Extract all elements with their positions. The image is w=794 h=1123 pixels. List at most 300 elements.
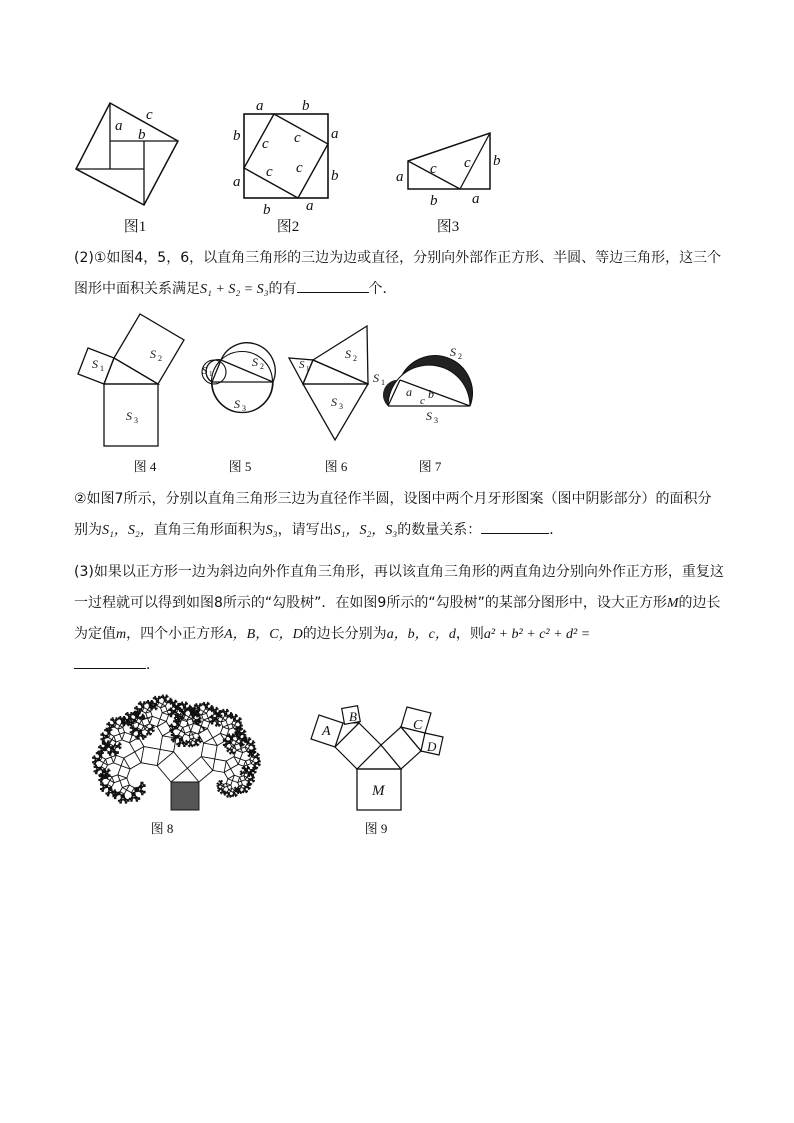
tree-branch-square: [136, 708, 139, 711]
tree-branch-square: [219, 726, 220, 727]
fig3-label-c2: c: [464, 155, 471, 171]
fig6-s1-sub: 1: [306, 365, 310, 373]
tree-branch-square: [157, 721, 171, 735]
q2-part1-tail: 的有: [268, 281, 297, 297]
tree-branch-square: [224, 793, 225, 794]
tree-branch-square: [190, 707, 191, 708]
tree-branch-square: [222, 781, 223, 782]
tree-branch-square: [195, 719, 196, 720]
tree-branch-square: [120, 798, 123, 801]
tree-branch-square: [254, 742, 255, 743]
q2-part2-ask: ，请写出: [277, 522, 334, 538]
tree-branch-square: [120, 744, 121, 745]
tree-branch-square: [197, 745, 198, 746]
tree-branch-square: [249, 784, 250, 785]
tree-branch-square: [118, 766, 130, 778]
tree-branch-square: [200, 718, 201, 719]
tree-branch-square: [171, 724, 172, 725]
figure-9: [305, 685, 450, 815]
fig2-label-a-left: a: [233, 174, 241, 190]
tree-branch-square: [227, 740, 231, 744]
tree-branch-square: [98, 751, 100, 753]
tree-branch-square: [213, 759, 226, 772]
tree-branch-square: [251, 754, 254, 757]
tree-branch-square: [197, 707, 200, 710]
tree-branch-square: [169, 714, 171, 716]
tree-branch-square: [102, 787, 105, 790]
tree-branch-square: [198, 737, 199, 738]
tree-branch-square: [215, 711, 216, 712]
tree-branch-square: [154, 703, 158, 707]
fig7-s2-sub: 2: [458, 352, 462, 361]
tree-branch-square: [170, 730, 172, 732]
tree-branch-square: [244, 741, 245, 742]
caption-fig3: 图3: [436, 219, 460, 235]
tree-branch-square: [112, 775, 120, 783]
tree-branch-square: [227, 790, 230, 793]
tree-branch-square: [94, 757, 97, 760]
tree-branch-square: [220, 792, 221, 793]
tree-branch-square: [141, 705, 144, 708]
tree-branch-square: [178, 742, 181, 745]
tree-branch-square: [133, 719, 137, 723]
q3-text4: 的边长分别为: [302, 626, 387, 642]
q2-part2-vars2: S₁，S₂，S₃: [333, 523, 398, 538]
tree-branch-square: [187, 719, 194, 726]
tree-branch-square: [92, 762, 94, 764]
tree-branch-square: [254, 773, 255, 774]
tree-branch-square: [108, 732, 111, 735]
tree-branch-square: [200, 721, 201, 722]
tree-branch-square: [221, 786, 224, 789]
tree-branch-square: [228, 711, 229, 712]
tree-branch-square: [258, 754, 259, 755]
tree-branch-square: [214, 717, 218, 721]
tree-branch-square: [255, 751, 256, 752]
tree-branch-square: [163, 701, 168, 706]
fig9-label-A: A: [322, 724, 331, 739]
fig2-label-b-top: b: [302, 98, 310, 114]
q3-answer-blank[interactable]: [74, 654, 146, 669]
tree-branch-square: [199, 705, 201, 707]
fig9-label-M: M: [372, 783, 385, 799]
tree-branch-square: [245, 770, 248, 773]
tree-branch-square: [223, 744, 225, 746]
tree-branch-square: [165, 696, 167, 698]
question-2-part-2: [74, 484, 724, 546]
tree-branch-square: [245, 731, 246, 732]
tree-branch-square: [224, 713, 227, 716]
tree-branch-square: [110, 746, 114, 750]
tree-branch-square: [255, 768, 256, 769]
tree-branch-square: [241, 785, 245, 789]
tree-branch-square: [157, 752, 187, 782]
fig1-label-b: b: [138, 127, 146, 143]
tree-branch-square: [223, 716, 228, 721]
tree-branch-square: [113, 794, 115, 796]
tree-branch-square: [181, 709, 182, 710]
tree-branches: [92, 695, 260, 810]
tree-branch-square: [128, 725, 129, 726]
fig7-s2: S: [450, 345, 456, 359]
tree-branch-square: [138, 730, 142, 734]
tree-branch-square: [155, 696, 156, 697]
tree-branch-square: [139, 785, 144, 790]
tree-branch-square: [106, 757, 114, 765]
tree-branch-square: [229, 753, 230, 754]
tree-branch-square: [99, 775, 101, 777]
caption-fig5: 图 5: [228, 459, 252, 474]
tree-branch-square: [95, 769, 98, 772]
fig6-s2-sub: 2: [353, 354, 357, 363]
tree-branch-square: [124, 752, 141, 769]
fig2-label-b-right: b: [331, 168, 339, 184]
tree-branch-square: [143, 703, 145, 705]
tree-branch-square: [108, 724, 111, 727]
figure-2: [230, 96, 350, 216]
tree-branch-square: [230, 746, 233, 749]
fig2-label-a-top: a: [256, 98, 264, 114]
tree-branch-square: [250, 739, 251, 740]
fig4-s2-sub: 2: [158, 354, 162, 363]
fig6-s2: S: [345, 347, 351, 361]
tree-branch-square: [177, 714, 178, 715]
tree-branch-square: [162, 695, 163, 696]
fig7-s3: S: [426, 409, 432, 423]
figure-4: [70, 318, 195, 450]
q3-squares: A，B，C，D: [224, 627, 303, 642]
tree-branch-square: [203, 702, 204, 703]
tree-branch-square: [171, 725, 174, 728]
tree-branch-square: [122, 723, 124, 725]
tree-branch-square: [248, 755, 249, 756]
tree-branch-square: [197, 716, 198, 717]
tree-branch-square: [144, 736, 146, 738]
tree-branch-square: [131, 796, 134, 799]
tree-branch-square: [175, 735, 179, 739]
tree-branch-square: [127, 785, 135, 793]
fig5-s2: S: [252, 355, 258, 369]
fig4-s3: S: [126, 409, 132, 423]
tree-branch-square: [241, 728, 242, 729]
tree-branch-square: [254, 777, 255, 778]
tree-branch-square: [231, 788, 235, 792]
tree-branch-square: [187, 757, 212, 782]
figure-8-pythagoras-tree: [70, 682, 255, 817]
tree-branch-square: [141, 782, 144, 785]
tree-branch-square: [95, 766, 98, 769]
tree-branch-square: [192, 738, 196, 742]
tree-branch-square: [109, 734, 114, 739]
tree-branch-square: [218, 783, 219, 784]
tree-branch-square: [118, 746, 120, 748]
fig5-s1: S: [202, 365, 208, 377]
fig4-s1-sub: 1: [100, 364, 104, 373]
tree-branch-square: [170, 708, 171, 709]
fig2-label-a-bottom: a: [306, 198, 314, 214]
question-3: [74, 557, 724, 681]
tree-branch-square: [107, 770, 109, 772]
fig6-s1: S: [299, 359, 305, 371]
tree-branch-square: [232, 714, 233, 715]
q2-part2-answer-blank[interactable]: [481, 519, 549, 534]
q2-part2-end: ．: [549, 522, 564, 538]
tree-branch-square: [108, 722, 109, 723]
tree-branch-square: [134, 728, 138, 732]
tree-branch-square: [160, 713, 169, 722]
tree-branch-square: [211, 711, 212, 712]
tree-branch-square: [111, 729, 112, 730]
tree-branch-square: [227, 750, 228, 751]
fig7-label-b: b: [428, 387, 434, 401]
tree-branch-square: [187, 703, 188, 704]
tree-branch-square: [155, 709, 156, 710]
tree-branch-square: [253, 781, 254, 782]
tree-branch-square: [138, 798, 140, 800]
tree-branch-square: [217, 786, 218, 787]
fig2-label-c3: c: [266, 164, 273, 180]
tree-branch-square: [123, 798, 127, 802]
tree-branch-square: [227, 748, 228, 749]
fig6-s3: S: [331, 395, 337, 409]
q3-text2: 的边长为定值: [74, 595, 721, 642]
tree-branch-square: [134, 787, 139, 792]
tree-branch-square: [115, 719, 117, 721]
tree-branch-square: [247, 784, 248, 785]
q2-part1-unit: 个．: [368, 281, 397, 297]
tree-branch-square: [208, 703, 209, 704]
tree-branch-square: [127, 712, 128, 713]
tree-branch-square: [251, 761, 255, 765]
q2-part2-tail: 的数量关系：: [397, 522, 482, 538]
tree-branch-square: [143, 791, 145, 793]
tree-branch-square: [97, 758, 101, 762]
tree-branch-square: [94, 756, 95, 757]
caption-fig6: 图 6: [324, 459, 348, 474]
tree-branch-square: [189, 739, 192, 742]
tree-branch-square: [112, 718, 113, 719]
q3-sides: a，b，c，d: [386, 627, 456, 642]
tree-branch-square: [248, 789, 249, 790]
tree-branch-square: [239, 788, 240, 789]
tree-branch-square: [176, 701, 177, 702]
tree-branch-square: [122, 732, 132, 742]
tree-branch-square: [130, 717, 131, 718]
tree-branch-square: [175, 707, 178, 710]
q3-text3: ，四个小正方形: [126, 626, 225, 642]
q3-text1: (3)如果以正方形一边为斜边向外作直角三角形，再以该直角三角形的两直角边分别向外作正方形，重复这一过程就可以得到如图8所示的“勾股树”．在如图9所示的“勾股树”的某部分图形中，设大正方形: [74, 564, 724, 611]
tree-branch-square: [195, 710, 199, 714]
tree-branch-square: [260, 761, 261, 762]
tree-branch-square: [146, 711, 153, 718]
tree-branch-square: [120, 716, 121, 717]
tree-branch-square: [136, 706, 137, 707]
tree-branch-square: [226, 757, 238, 769]
tree-branch-square: [108, 775, 110, 777]
fig9-label-B: B: [349, 709, 357, 724]
tree-branch-square: [107, 744, 111, 748]
fig7-s1: S: [373, 371, 379, 385]
tree-branch-square: [171, 700, 172, 701]
tree-branch-square: [103, 752, 104, 753]
tree-branch-square: [246, 792, 247, 793]
tree-branch-square: [174, 718, 175, 719]
fig7-s1-sub: 1: [381, 378, 385, 387]
tree-branch-square: [230, 797, 231, 798]
caption-fig2: 图2: [276, 219, 300, 235]
tree-branch-square: [192, 708, 193, 709]
tree-branch-square: [100, 745, 101, 746]
tree-branch-square: [181, 741, 185, 745]
tree-branch-square: [235, 787, 236, 788]
tree-branch-square: [217, 709, 218, 710]
tree-branch-square: [167, 696, 168, 697]
q2-part1-formula: S₁ + S₂ = S₃: [200, 282, 269, 297]
tree-branch-square: [180, 715, 184, 719]
tree-branch-square: [234, 744, 241, 751]
tree-branch-square: [115, 754, 117, 756]
tree-branch-square: [196, 704, 197, 705]
tree-branch-square: [121, 794, 125, 798]
tree-branch-square: [108, 752, 110, 754]
fig3-label-c1: c: [430, 161, 437, 177]
fig5-s3-sub: 3: [242, 404, 246, 413]
tree-branch-square: [234, 716, 236, 718]
tree-branch-square: [186, 740, 187, 741]
tree-branch-square: [244, 766, 245, 767]
tree-branch-square: [102, 769, 106, 773]
figure-7: [370, 338, 485, 428]
fig9-label-D: D: [427, 739, 437, 754]
tree-branch-square: [211, 715, 212, 716]
tree-branch-square: [242, 745, 243, 746]
tree-branch-square: [226, 779, 232, 785]
fig2-label-b-left: b: [233, 128, 241, 144]
q2-part2-text: ②如图7所示，分别以直角三角形三边为直径作半圆，设图中两个月牙形图案（图中阴影部分）的面积分别为: [74, 491, 712, 538]
q2-part1-answer-blank[interactable]: [297, 278, 369, 293]
tree-branch-square: [231, 718, 232, 719]
fig2-label-c2: c: [294, 130, 301, 146]
fig5-s3: S: [234, 397, 240, 411]
tree-branch-square: [202, 713, 209, 720]
tree-branch-square: [237, 716, 238, 717]
tree-branch-square: [212, 707, 213, 708]
tree-branch-square: [99, 779, 101, 781]
tree-branch-square: [238, 759, 245, 766]
fig2-label-c1: c: [262, 136, 269, 152]
tree-branch-square: [106, 793, 108, 795]
tree-branch-square: [105, 785, 109, 789]
tree-branch-square: [225, 791, 226, 792]
tree-branch-square: [141, 747, 160, 766]
q2-part1-text: (2)①如图4，5，6，以直角三角形的三边为边或直径，分别向外部作正方形、半圆、等边三角形，这三个图形中面积关系满足: [74, 250, 722, 297]
tree-branch-square: [120, 788, 127, 795]
caption-fig9: 图 9: [364, 821, 388, 836]
tree-branch-square: [201, 743, 217, 759]
tree-branch-square: [102, 734, 105, 737]
fig3-label-b-bottom: b: [430, 193, 438, 209]
tree-branch-square: [249, 750, 250, 751]
tree-branch-square: [240, 774, 241, 775]
tree-branch-square: [143, 785, 145, 787]
q3-text5: ，则: [455, 626, 484, 642]
tree-branch-square: [232, 775, 239, 782]
tree-branch-square: [174, 703, 175, 704]
tree-branch-square: [119, 748, 120, 749]
tree-branch-square: [235, 732, 236, 733]
tree-branch-square: [98, 767, 102, 771]
tree-branch-square: [115, 792, 117, 794]
tree-branch-square: [226, 711, 228, 713]
tree-branch-square: [161, 706, 168, 713]
fig5-s1-sub: 1: [209, 370, 213, 378]
tree-branch-square: [102, 733, 103, 734]
tree-branch-square: [246, 741, 249, 744]
tree-branch-square: [185, 743, 187, 745]
tree-branch-square: [192, 746, 193, 747]
tree-branch-square: [173, 710, 177, 714]
tree-branch-square: [236, 733, 237, 734]
fig2-label-a-right: a: [331, 126, 339, 142]
tree-branch-square: [100, 757, 105, 763]
tree-branch-square: [143, 716, 144, 717]
q2-part2-s3: S₃: [265, 523, 278, 538]
tree-branch-square: [139, 713, 140, 714]
tree-branch-square: [179, 737, 183, 741]
tree-branch-square: [106, 777, 108, 779]
caption-fig4: 图 4: [133, 459, 157, 474]
tree-branch-square: [139, 708, 143, 712]
tree-branch-square: [131, 792, 135, 796]
tree-branch-square: [205, 706, 208, 709]
tree-branch-square: [117, 792, 121, 796]
tree-branch-square: [171, 739, 173, 741]
tree-branch-square: [145, 727, 149, 731]
fig2-label-b-bottom: b: [263, 202, 271, 218]
tree-branch-square: [215, 725, 216, 726]
q3-formula: a² + b² + c² + d² =: [483, 627, 591, 642]
fig4-s3-sub: 3: [134, 416, 138, 425]
figure-5: [190, 328, 290, 446]
tree-branch-square: [128, 723, 130, 725]
fig9-label-C: C: [413, 718, 423, 733]
tree-branch-square: [184, 745, 186, 747]
tree-branch-square: [99, 755, 102, 758]
tree-branch-square: [147, 700, 148, 701]
tree-branch-square: [220, 727, 229, 736]
tree-branch-square: [101, 739, 103, 741]
tree-branch-square: [164, 699, 167, 702]
tree-branch-square: [140, 702, 141, 703]
fig4-s1: S: [92, 357, 98, 371]
tree-branch-square: [206, 703, 208, 705]
tree-branch-square: [150, 734, 151, 735]
figure-1: [70, 95, 190, 210]
tree-branch-square: [195, 708, 196, 709]
tree-branch-square: [170, 704, 171, 705]
tree-branch-square: [238, 736, 241, 739]
tree-branch-square: [135, 736, 137, 738]
q3-m-big: M: [666, 596, 679, 611]
tree-branch-square: [255, 748, 256, 749]
tree-branch-square: [227, 796, 228, 797]
tree-branch-square: [100, 788, 102, 790]
tree-branch-square: [176, 723, 179, 726]
tree-branch-square: [156, 700, 159, 703]
tree-branch-square: [135, 716, 138, 719]
tree-branch-square: [114, 755, 124, 765]
tree-branch-square: [116, 752, 118, 754]
